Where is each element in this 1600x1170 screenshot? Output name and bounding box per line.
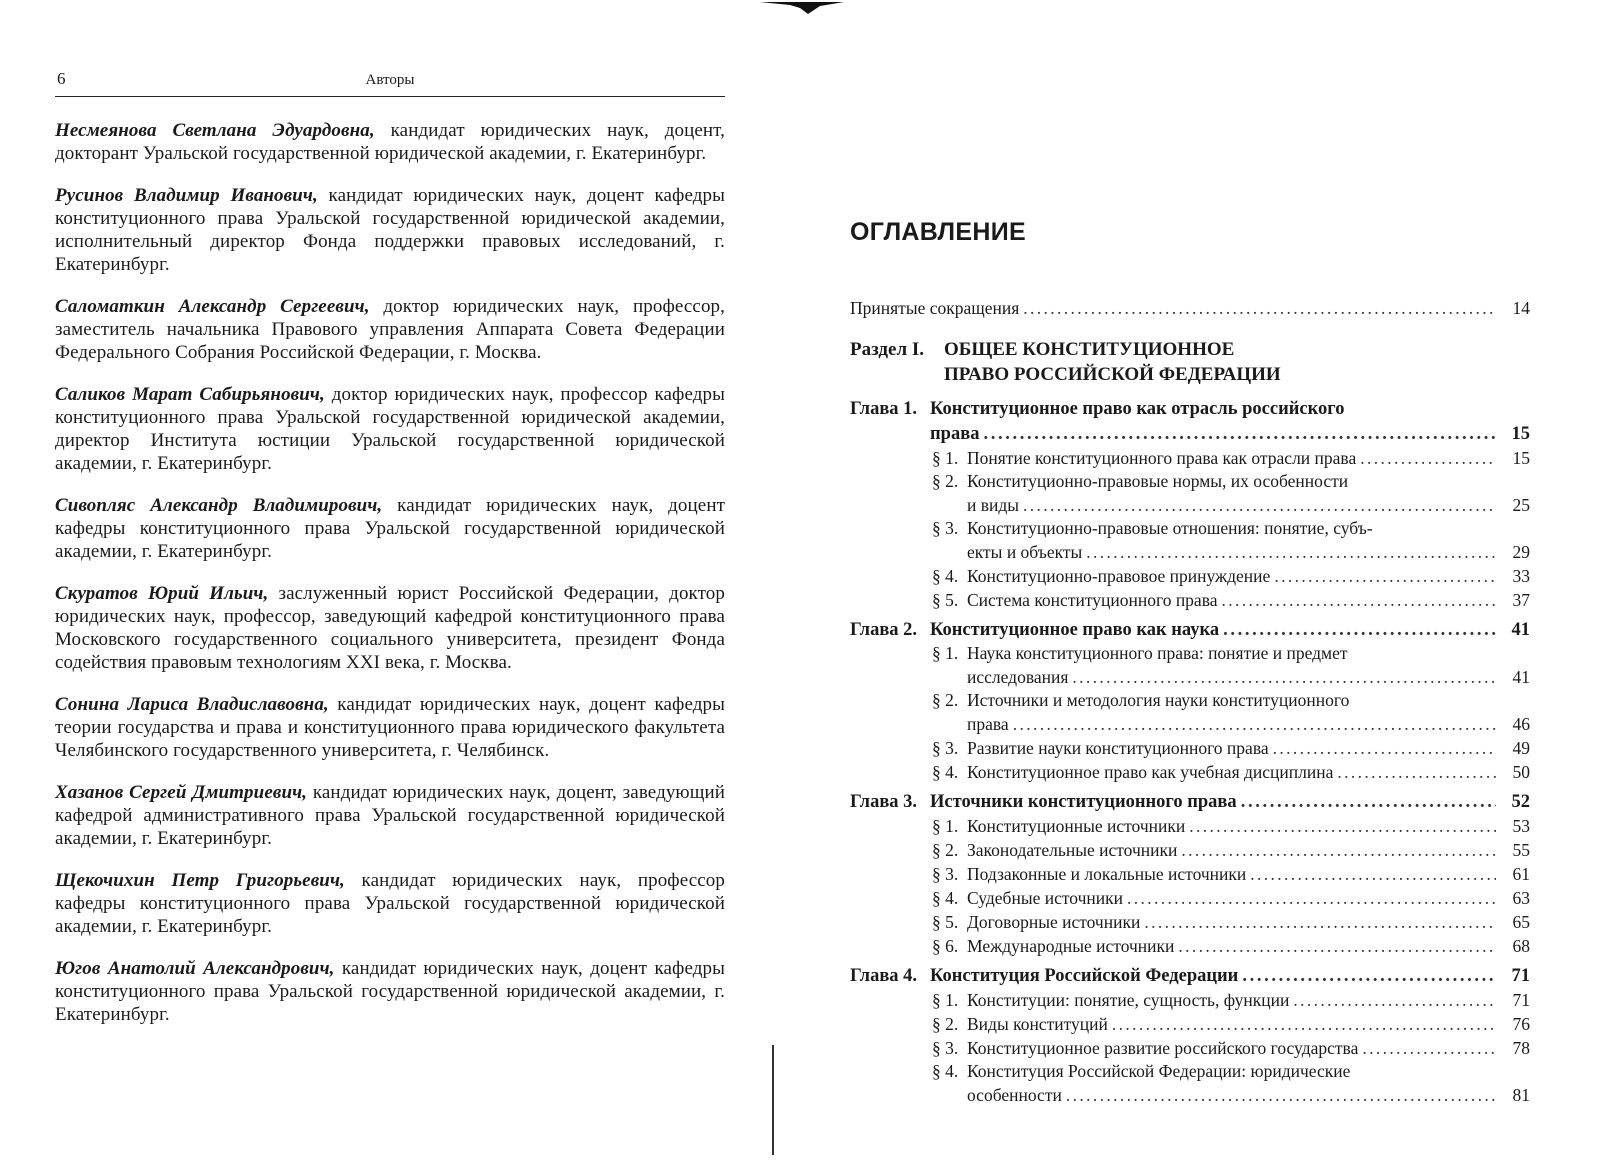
toc-paragraph[interactable] — [850, 470, 1530, 517]
author-entry — [55, 494, 725, 563]
dot-leader — [983, 422, 1496, 446]
dot-leader — [1144, 910, 1496, 934]
toc-paragraph[interactable] — [850, 910, 1530, 934]
paragraph-title: Подзаконные и локальные источники — [967, 864, 1247, 884]
chapter-label: Глава 2. — [850, 620, 918, 640]
paragraph-title: Законодательные источники — [967, 840, 1178, 860]
chapter-title-line1: Конституционное право как отрасль российского — [930, 399, 1345, 419]
section-title-line2: ПРАВО РОССИЙСКОЙ ФЕДЕРАЦИИ — [944, 364, 1281, 385]
dot-leader — [1086, 540, 1496, 564]
chapter-title: Конституционное право как наука — [930, 620, 1220, 640]
dot-leader — [1023, 493, 1496, 517]
author-description: кандидат юридических наук, доцент кафедры теории государства и права и конституционного права юридического факультета Челябинского государственного университета, г. Челябинск. — [55, 694, 725, 761]
chapter-title-line2: права — [930, 424, 980, 444]
toc-title: ОГЛАВЛЕНИЕ — [850, 218, 1026, 246]
toc-page-number: 46 — [1512, 714, 1530, 734]
author-description: кандидат юридических наук, доцент, докторант Уральской государственной юридической академии, г. Екатеринбург. — [55, 120, 725, 164]
paragraph-number: § 1. — [932, 990, 959, 1010]
toc-paragraph[interactable] — [850, 862, 1530, 886]
paragraph-title-cont: екты и объекты — [967, 542, 1083, 562]
author-name: Несмеянова Светлана Эдуардовна, — [55, 120, 375, 141]
paragraph-title-cont: исследования — [967, 667, 1069, 687]
paragraph-number: § 4. — [932, 762, 959, 782]
paragraph-title-cont: и виды — [967, 495, 1020, 515]
paragraph-number: § 2. — [932, 1014, 959, 1034]
author-name: Скуратов Юрий Ильич, — [55, 583, 269, 604]
author-entry — [55, 383, 725, 475]
toc-page-number: 52 — [1511, 792, 1530, 812]
toc-section-heading[interactable] — [850, 337, 1530, 387]
paragraph-number: § 5. — [932, 912, 959, 932]
author-entry — [55, 693, 725, 762]
paragraph-title-cont: особенности — [967, 1085, 1062, 1105]
dot-leader — [1223, 618, 1496, 642]
paragraph-title: Конституционное право как учебная дисциплина — [967, 762, 1334, 782]
toc-paragraph[interactable] — [850, 736, 1530, 760]
paragraph-title: Наука конституционного права: понятие и предмет — [967, 643, 1348, 663]
toc-page-number: 50 — [1512, 762, 1530, 782]
author-description: доктор юридических наук, профессор кафедры конституционного права Уральской государственной юридической академии, директор Института юстиции Уральской государственной юридической академии, г. Екатеринбург. — [55, 384, 725, 474]
toc-chapter-4[interactable] — [850, 964, 1530, 988]
paragraph-title: Конституционное развитие российского государства — [967, 1038, 1359, 1058]
toc-paragraph[interactable] — [850, 838, 1530, 862]
paragraph-title: Международные источники — [967, 936, 1175, 956]
toc-paragraph[interactable] — [850, 689, 1530, 736]
paragraph-number: § 3. — [932, 864, 959, 884]
toc-page-number: 68 — [1512, 936, 1530, 956]
toc-paragraph[interactable] — [850, 1060, 1530, 1107]
toc-page-number: 61 — [1512, 864, 1530, 884]
chapter-label: Глава 1. — [850, 399, 918, 419]
section-label: Раздел I. — [850, 339, 924, 360]
author-entry — [55, 957, 725, 1026]
paragraph-title: Понятие конституционного права как отрасли права — [967, 448, 1357, 468]
dot-leader — [1181, 838, 1496, 862]
chapter-label: Глава 3. — [850, 792, 918, 812]
binding-clip-mark — [760, 0, 844, 18]
toc-page-number: 25 — [1512, 495, 1530, 515]
toc-paragraph[interactable] — [850, 760, 1530, 784]
running-head-left — [55, 60, 725, 97]
dot-leader — [1072, 665, 1496, 689]
toc-page-number: 65 — [1512, 912, 1530, 932]
paragraph-number: § 1. — [932, 643, 959, 663]
toc-chapter-1[interactable] — [850, 397, 1530, 446]
paragraph-number: § 4. — [932, 1061, 959, 1081]
paragraph-title: Виды конституций — [967, 1014, 1108, 1034]
dot-leader — [1127, 886, 1496, 910]
author-description: кандидат юридических наук, доцент кафедры конституционного права Уральской государственной юридической академии, исполнительный директор Фонда поддержки правовых исследований, г. Екатеринбург. — [55, 185, 725, 275]
author-entry — [55, 184, 725, 276]
toc-page-number: 49 — [1512, 738, 1530, 758]
table-of-contents — [850, 296, 1530, 1107]
toc-paragraph[interactable] — [850, 988, 1530, 1012]
dot-leader — [1273, 736, 1496, 760]
toc-paragraph[interactable] — [850, 642, 1530, 689]
toc-page-number: 15 — [1511, 424, 1530, 444]
toc-page-number: 78 — [1512, 1038, 1530, 1058]
dot-leader — [1362, 1036, 1496, 1060]
author-list — [55, 119, 725, 1026]
toc-paragraph[interactable] — [850, 814, 1530, 838]
toc-page-number: 14 — [1512, 298, 1530, 318]
dot-leader — [1293, 988, 1496, 1012]
paragraph-number: § 4. — [932, 888, 959, 908]
paragraph-title: Конституционно-правовое принуждение — [967, 566, 1271, 586]
paragraph-number: § 6. — [932, 936, 959, 956]
author-entry — [55, 781, 725, 850]
paragraph-title: Конституционные источники — [967, 816, 1186, 836]
toc-page-number: 33 — [1512, 566, 1530, 586]
author-description: кандидат юридических наук, профессор кафедры конституционного права Уральской государственной юридической академии, г. Екатеринбург. — [55, 870, 725, 937]
paragraph-title: Конституция Российской Федерации: юридические — [967, 1061, 1351, 1081]
dot-leader — [1178, 934, 1496, 958]
toc-paragraph[interactable] — [850, 588, 1530, 612]
paragraph-title: Конституции: понятие, сущность, функции — [967, 990, 1290, 1010]
paragraph-title: Развитие науки конституционного права — [967, 738, 1269, 758]
author-name: Югов Анатолий Александрович, — [55, 958, 335, 979]
dot-leader — [1241, 790, 1496, 814]
book-spine-line — [772, 1045, 774, 1155]
paragraph-title: Договорные источники — [967, 912, 1141, 932]
toc-paragraph[interactable] — [850, 934, 1530, 958]
toc-chapter-2[interactable] — [850, 618, 1530, 642]
right-page — [850, 60, 1530, 1107]
toc-entry-abbreviations[interactable] — [850, 296, 1530, 320]
toc-paragraph[interactable] — [850, 446, 1530, 470]
toc-paragraph[interactable] — [850, 1036, 1530, 1060]
dot-leader — [1013, 712, 1496, 736]
dot-leader — [1274, 564, 1496, 588]
dot-leader — [1066, 1083, 1496, 1107]
paragraph-number: § 2. — [932, 471, 959, 491]
toc-page-number: 37 — [1512, 590, 1530, 610]
dot-leader — [1360, 446, 1496, 470]
author-entry — [55, 295, 725, 364]
author-name: Щекочихин Петр Григорьевич, — [55, 870, 345, 891]
dot-leader — [1222, 588, 1496, 612]
toc-page-number: 71 — [1511, 966, 1530, 986]
author-name: Саликов Марат Сабирьянович, — [55, 384, 325, 405]
author-name: Хазанов Сергей Дмитриевич, — [55, 782, 308, 803]
paragraph-title: Судебные источники — [967, 888, 1123, 908]
toc-paragraph[interactable] — [850, 517, 1530, 564]
author-description: кандидат юридических наук, доцент кафедры конституционного права Уральской государственной юридической академии, г. Екатеринбург. — [55, 495, 725, 562]
paragraph-title-cont: права — [967, 714, 1009, 734]
author-name: Русинов Владимир Иванович, — [55, 185, 318, 206]
paragraph-number: § 3. — [932, 1038, 959, 1058]
toc-page-number: 81 — [1512, 1085, 1530, 1105]
author-description: кандидат юридических наук, доцент, заведующий кафедрой административного права Уральской государственной юридической академии, г. Екатеринбург. — [55, 782, 725, 849]
dot-leader — [1189, 814, 1496, 838]
left-page — [55, 60, 725, 1044]
toc-page-number: 53 — [1512, 816, 1530, 836]
author-description: доктор юридических наук, профессор, заместитель начальника Правового управления Аппарата Совета Федерации Федерального Собрания Российской Федерации, г. Москва. — [55, 296, 725, 363]
toc-paragraph[interactable] — [850, 564, 1530, 588]
toc-paragraph[interactable] — [850, 886, 1530, 910]
author-description: заслуженный юрист Российской Федерации, доктор юридических наук, профессор, заведующий кафедрой конституционного права Московского государственного социального университета, президент Фонда содействия правовым технологиям XXI века, г. Москва. — [55, 583, 725, 673]
chapter-label: Глава 4. — [850, 966, 918, 986]
toc-paragraph[interactable] — [850, 1012, 1530, 1036]
running-title: Авторы — [365, 72, 415, 88]
paragraph-number: § 2. — [932, 840, 959, 860]
toc-page-number: 15 — [1512, 448, 1530, 468]
dot-leader — [1112, 1012, 1496, 1036]
author-name: Сонина Лариса Владиславовна, — [55, 694, 329, 715]
toc-page-number: 41 — [1512, 667, 1530, 687]
section-title-line1: ОБЩЕЕ КОНСТИТУЦИОННОЕ — [944, 339, 1235, 360]
dot-leader — [1023, 296, 1496, 320]
chapter-title: Источники конституционного права — [930, 792, 1237, 812]
author-entry — [55, 119, 725, 165]
author-entry — [55, 582, 725, 674]
dot-leader — [1250, 862, 1496, 886]
toc-page-number: 55 — [1512, 840, 1530, 860]
author-name: Саломаткин Александр Сергеевич, — [55, 296, 370, 317]
author-name: Сивопляс Александр Владимирович, — [55, 495, 383, 516]
paragraph-number: § 1. — [932, 816, 959, 836]
chapter-title: Конституция Российской Федерации — [930, 966, 1239, 986]
toc-page-number: 63 — [1512, 888, 1530, 908]
toc-chapter-3[interactable] — [850, 790, 1530, 814]
dot-leader — [1242, 964, 1496, 988]
toc-entry-text: Принятые сокращения — [850, 298, 1020, 318]
paragraph-number: § 3. — [932, 738, 959, 758]
toc-page-number: 76 — [1512, 1014, 1530, 1034]
paragraph-title: Конституционно-правовые нормы, их особенности — [967, 471, 1349, 491]
paragraph-number: § 1. — [932, 448, 959, 468]
paragraph-number: § 5. — [932, 590, 959, 610]
page-number: 6 — [57, 69, 66, 88]
paragraph-title: Источники и методология науки конституционного — [967, 690, 1350, 710]
paragraph-number: § 3. — [932, 518, 959, 538]
toc-page-number: 41 — [1511, 620, 1530, 640]
paragraph-title: Конституционно-правовые отношения: понятие, субъ- — [967, 518, 1373, 538]
author-entry — [55, 869, 725, 938]
paragraph-number: § 2. — [932, 690, 959, 710]
paragraph-title: Система конституционного права — [967, 590, 1218, 610]
author-description: кандидат юридических наук, доцент кафедры конституционного права Уральской государственной юридической академии, г. Екатеринбург. — [55, 958, 725, 1025]
dot-leader — [1337, 760, 1496, 784]
toc-page-number: 71 — [1512, 990, 1530, 1010]
paragraph-number: § 4. — [932, 566, 959, 586]
toc-page-number: 29 — [1512, 542, 1530, 562]
